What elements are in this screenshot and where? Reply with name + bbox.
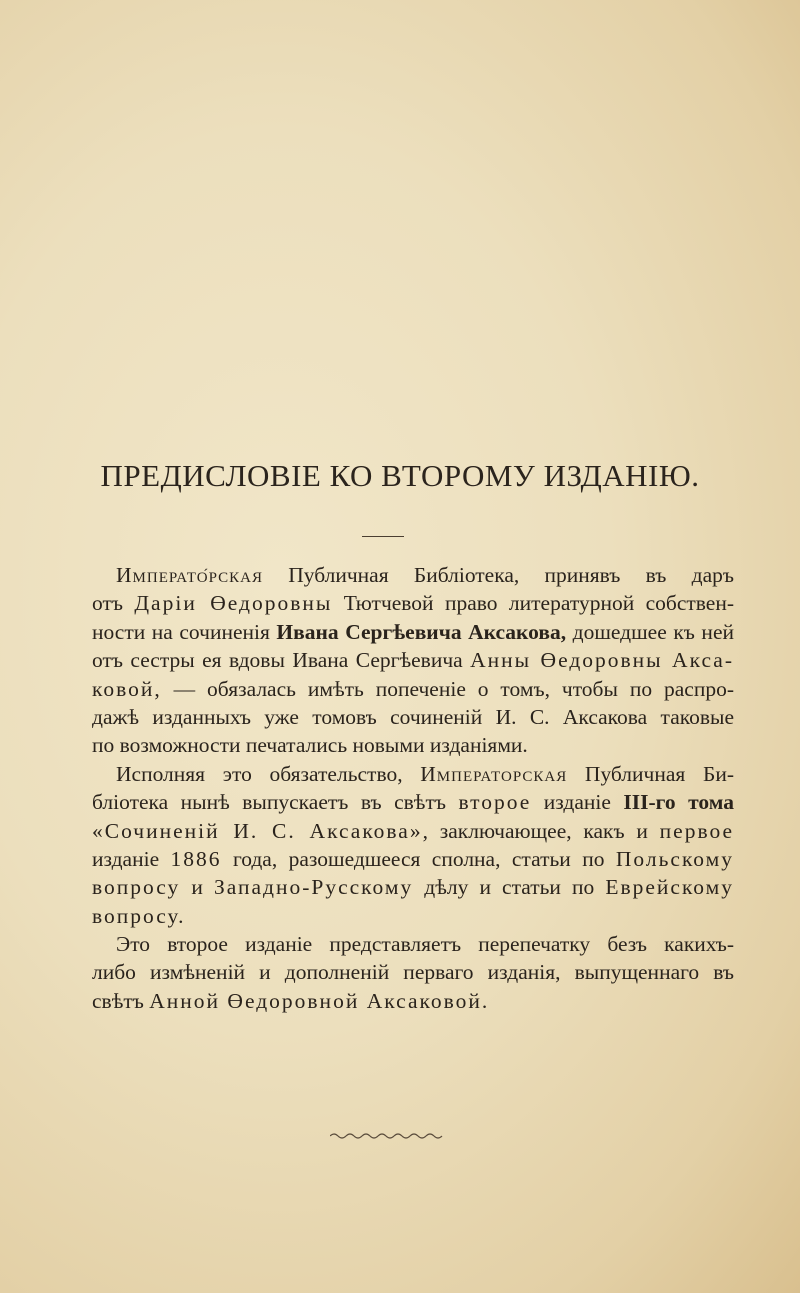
text-span: отъ: [92, 591, 135, 616]
text-span: Публичная Би-: [567, 761, 734, 786]
text-span: вопросу.: [92, 903, 186, 928]
text-span: второе: [458, 790, 532, 815]
text-span: либо измѣненій и дополненій перваго изданія, выпущеннаго въ: [92, 960, 734, 985]
text-line: [92, 845, 734, 873]
text-span: первое: [659, 818, 734, 843]
text-span: бліотека нынѣ выпускаетъ въ свѣтъ: [92, 790, 459, 815]
text-line: [92, 618, 734, 646]
text-line: [92, 675, 734, 703]
text-line: [92, 987, 734, 1015]
text-span: ности на сочиненія: [92, 619, 277, 644]
text-span: Исполняя это обязательство,: [116, 761, 421, 786]
text-span: Императорская: [420, 761, 568, 786]
text-span: 1886: [170, 846, 222, 871]
text-line: [92, 902, 734, 930]
text-span: изданіе: [92, 846, 171, 871]
paragraph-2: [92, 760, 734, 930]
text-span: Еврейскому: [605, 875, 734, 900]
text-span: Публичная: [262, 563, 414, 587]
text-line: [92, 760, 734, 788]
text-span: Это второе изданіе представляетъ перепечатку безъ какихъ-: [116, 932, 734, 957]
text-span: III-го тома: [623, 790, 735, 815]
text-span: и: [180, 875, 214, 900]
text-line: [92, 788, 734, 816]
text-span: Анны Өедоровны Акса-: [470, 648, 734, 673]
text-span: , заключающее, какъ и: [422, 818, 660, 843]
text-span: Тютчевой право литературной собствен-: [332, 591, 735, 616]
text-span: Анной Өедоровной Аксаковой.: [149, 988, 490, 1013]
text-line: [92, 930, 734, 958]
text-span: Польскому: [615, 846, 734, 871]
text-line: [92, 703, 734, 731]
text-line: [92, 958, 734, 986]
text-span: Даріи Өедоровны: [134, 591, 333, 616]
text-span: Западно-Русскому: [213, 875, 414, 900]
text-span: изданіе: [531, 790, 624, 815]
text-line: [92, 817, 734, 845]
wavy-ornament: [330, 1131, 446, 1141]
text-span: — обязалась имѣть попеченіе о томъ, чтобы по распро-: [161, 676, 734, 701]
text-span: Библіотека, принявъ въ даръ: [413, 563, 734, 587]
text-span: дажѣ изданныхъ уже томовъ сочиненій И. С. Аксакова таковые: [92, 704, 734, 729]
text-line: [92, 589, 734, 617]
text-span: свѣтъ: [92, 988, 150, 1013]
text-span: отъ сестры ея вдовы Ивана Сергѣевича: [92, 648, 471, 673]
page-title: ПРЕДИСЛОВІЕ КО ВТОРОМУ ИЗДАНІЮ.: [100, 458, 700, 493]
preface-text: [92, 561, 734, 1015]
text-line: [92, 873, 734, 901]
text-span: года, разошедшееся сполна, статьи по: [221, 846, 616, 871]
text-span: дѣлу и статьи по: [413, 875, 606, 900]
text-line: [92, 561, 734, 589]
text-span: вопросу: [92, 875, 181, 900]
text-line: [92, 646, 734, 674]
text-span: Императо́рская: [116, 563, 263, 587]
text-span: ковой,: [92, 676, 162, 701]
text-span: по возможности печатались новыми изданіями.: [92, 733, 528, 758]
text-span: Ивана Сергѣевича Аксакова,: [276, 619, 567, 644]
text-span: «Сочиненій И. С. Аксакова»: [92, 818, 423, 843]
paragraph-1: [92, 561, 734, 760]
text-span: дошедшее къ ней: [566, 619, 734, 644]
paragraph-3: [92, 930, 734, 1015]
text-line: [92, 731, 734, 759]
title-divider: [362, 536, 404, 537]
